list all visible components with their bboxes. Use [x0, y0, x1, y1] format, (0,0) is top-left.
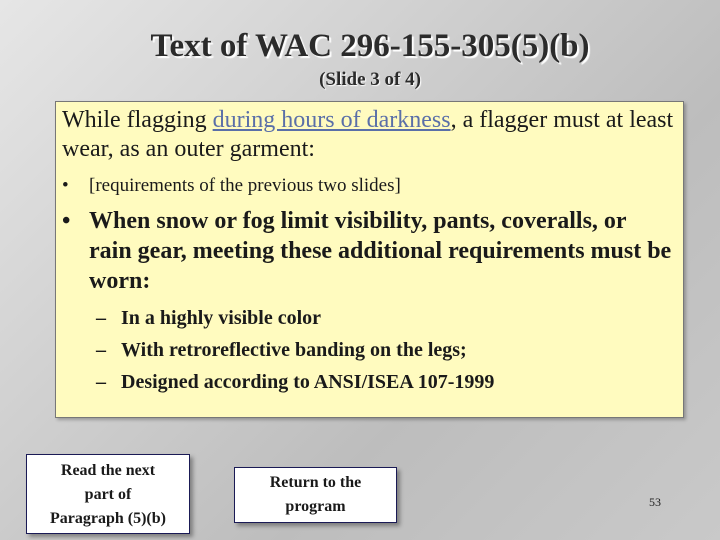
- dash-icon: –: [96, 307, 106, 329]
- intro-paragraph: [62, 106, 677, 164]
- sub-list-item: [96, 334, 676, 366]
- dash-icon: –: [96, 339, 106, 361]
- sub-list: [96, 302, 676, 398]
- intro-text-end: , a flagger must at least wear, as an outer garment:: [62, 107, 674, 162]
- bullet-icon: •: [62, 208, 71, 234]
- slide-number: 53: [649, 495, 661, 509]
- bullet-text: [requirements of the previous two slides]: [89, 175, 401, 196]
- return-to-program-button[interactable]: [234, 467, 397, 523]
- intro-text-start: While flagging: [62, 107, 213, 133]
- sub-list-item: [96, 366, 676, 398]
- read-next-label-line: Paragraph (5)(b): [50, 510, 166, 527]
- read-next-label-line: Read the next: [60, 462, 156, 479]
- return-label-line: Return to the: [269, 474, 362, 491]
- read-next-part-button[interactable]: [26, 454, 190, 534]
- content-box: [55, 101, 684, 418]
- bullet-text: When snow or fog limit visibility, pants, coveralls, or rain gear, meeting these additional requirements must be worn:: [89, 208, 672, 294]
- sub-item-text: Designed according to ANSI/ISEA 107-1999: [121, 371, 495, 393]
- sub-item-text: In a highly visible color: [121, 307, 322, 329]
- return-label-line: program: [285, 498, 346, 515]
- dash-icon: –: [96, 371, 106, 393]
- slide-title: Text of WAC 296-155-305(5)(b): [150, 28, 590, 64]
- bullet-icon: •: [62, 175, 69, 196]
- sub-item-text: With retroreflective banding on the legs;: [121, 339, 467, 361]
- slide-subtitle: (Slide 3 of 4): [319, 69, 421, 90]
- darkness-link[interactable]: during hours of darkness: [212, 107, 451, 133]
- sub-list-item: [96, 302, 676, 334]
- read-next-label-line: part of: [84, 486, 132, 503]
